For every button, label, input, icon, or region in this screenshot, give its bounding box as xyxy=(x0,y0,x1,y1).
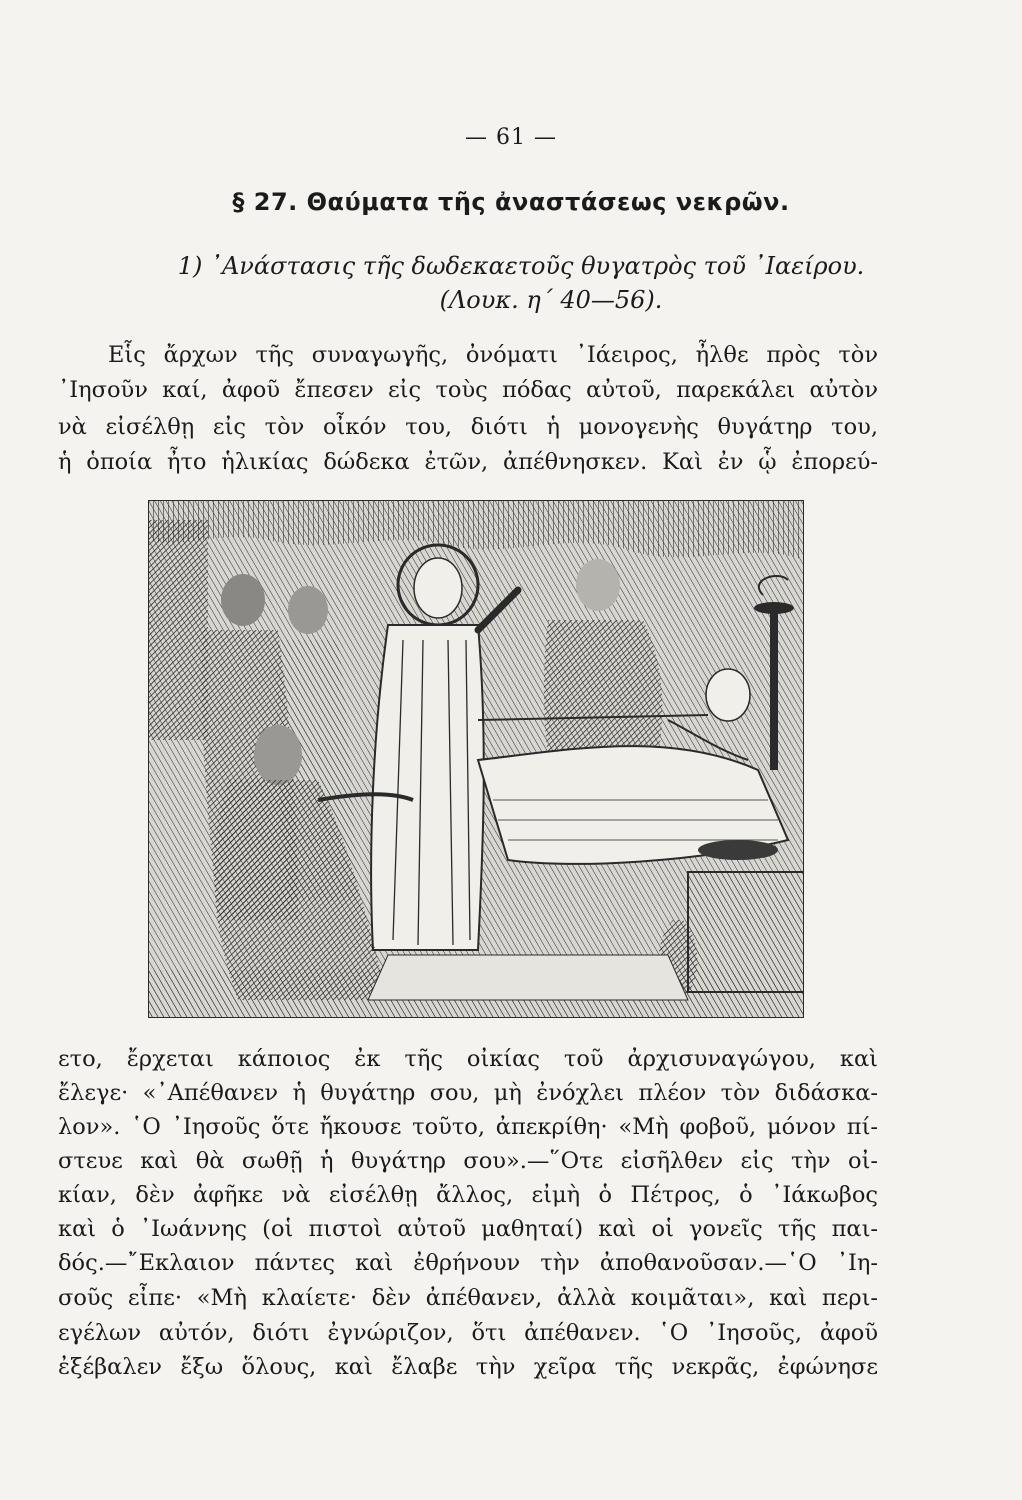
paragraph-bottom-line: σοῦς εἶπε· «Μὴ κλαίετε· δὲν ἀπέθανεν, ἀλλὰ κοιμᾶται», καὶ περι- xyxy=(58,1285,878,1311)
paragraph-bottom-line: δός.—῎Εκλαιον πάντες καὶ ἐθρήνουν τὴν ἀποθανοῦσαν.—῾Ο ᾿Ιη- xyxy=(58,1250,878,1276)
paragraph-top-line: ἡ ὁποία ἦτο ἡλικίας δώδεκα ἐτῶν, ἀπέθνησκεν. Καὶ ἐν ᾧ ἐπορεύ- xyxy=(58,449,878,475)
paragraph-bottom-line: εγέλων αὐτόν, διότι ἐγνώριζον, ὅτι ἀπέθανεν. ῾Ο ᾿Ιησοῦς, ἀφοῦ xyxy=(58,1320,878,1346)
subheading-line-1: 1) ᾿Ανάστασις τῆς δωδεκαετοῦς θυγατρὸς τοῦ ᾿Ιαείρου. xyxy=(177,252,865,280)
paragraph-bottom-line: ετο, ἔρχεται κάποιος ἐκ τῆς οἰκίας τοῦ ἀρχισυναγώγου, καὶ xyxy=(58,1046,878,1072)
engraving-raising-of-jairus-daughter xyxy=(148,500,804,1018)
paragraph-top-line: ᾿Ιησοῦν καί, ἀφοῦ ἔπεσεν εἰς τοὺς πόδας αὐτοῦ, παρεκάλει αὐτὸν xyxy=(58,377,878,403)
engraving-illustration xyxy=(148,500,804,1018)
paragraph-top-line: Εἷς ἄρχων τῆς συναγωγῆς, ὀνόματι ᾿Ιάειρος, ἦλθε πρὸς τὸν xyxy=(108,342,878,368)
paragraph-bottom-line: ἐξέβαλεν ἔξω ὅλους, καὶ ἔλαβε τὴν χεῖρα τῆς νεκρᾶς, ἐφώνησε xyxy=(58,1354,878,1380)
subheading-line-2: (Λουκ. η΄ 40—56). xyxy=(439,286,663,314)
paragraph-bottom-line: λον». ῾Ο ᾿Ιησοῦς ὅτε ἤκουσε τοῦτο, ἀπεκρίθη· «Μὴ φοβοῦ, μόνον πί- xyxy=(58,1114,878,1140)
paragraph-top-line: νὰ εἰσέλθῃ εἰς τὸν οἶκόν του, διότι ἡ μονογενὴς θυγάτηρ του, xyxy=(58,414,878,440)
paragraph-bottom-line: ἔλεγε· «᾿Απέθανεν ἡ θυγάτηρ σου, μὴ ἐνόχλει πλέον τὸν διδάσκα- xyxy=(58,1080,878,1106)
paragraph-bottom-line: καὶ ὁ ᾿Ιωάννης (οἱ πιστοὶ αὐτοῦ μαθηταί) καὶ οἱ γονεῖς τῆς παι- xyxy=(58,1216,878,1242)
section-title: § 27. Θαύματα τῆς ἀναστάσεως νεκρῶν. xyxy=(232,188,790,216)
page-number: — 61 — xyxy=(465,125,557,150)
paragraph-bottom-line: κίαν, δὲν ἀφῆκε νὰ εἰσέλθῃ ἄλλος, εἰμὴ ὁ Πέτρος, ὁ ᾿Ιάκωβος xyxy=(58,1182,878,1208)
paragraph-bottom-line: στευε καὶ θὰ σωθῇ ἡ θυγάτηρ σου».—῞Οτε εἰσῆλθεν εἰς τὴν οἰ- xyxy=(58,1148,878,1174)
